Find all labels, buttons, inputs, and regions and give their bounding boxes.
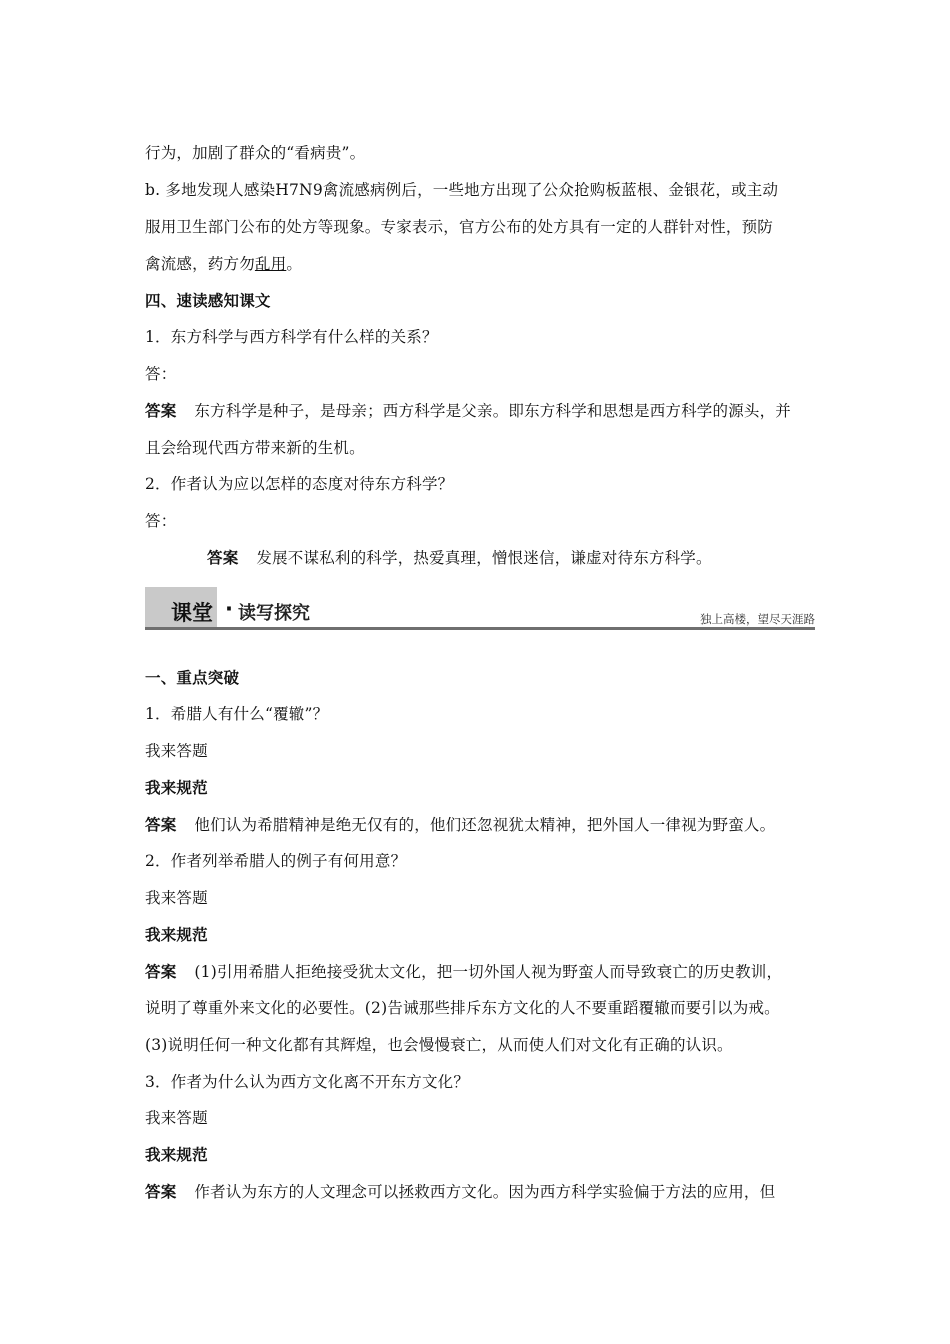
norm-label: 我来规范 [145, 779, 208, 797]
answer-text: 他们认为希腊精神是绝无仅有的，他们还忽视犹太精神，把外国人一律视为野蛮人。 [194, 816, 776, 834]
banner-title: 课堂 [171, 601, 213, 625]
banner-dot: · [225, 597, 233, 621]
answer-label: 答案 [145, 816, 177, 834]
answer-label: 答案 [207, 549, 239, 567]
answer-line [145, 962, 782, 982]
answer-line [145, 815, 775, 835]
answer-text: 东方科学是种子，是母亲；西方科学是父亲。即东方科学和思想是西方科学的源头，并 [194, 402, 792, 420]
question: 3．作者为什么认为西方文化离不开东方文化？ [145, 1073, 470, 1091]
question: 1．希腊人有什么“覆辙”？ [145, 705, 329, 723]
answer-line: 说明了尊重外来文化的必要性。(2)告诫那些排斥东方文化的人不要重蹈覆辙而要引以为戒。 [145, 999, 780, 1017]
answer-label: 答案 [145, 402, 177, 420]
answer-line [207, 548, 712, 568]
section-heading: 一、重点突破 [145, 669, 240, 687]
paragraph-line: 服用卫生部门公布的处方等现象。专家表示，官方公布的处方具有一定的人群针对性，预防 [145, 218, 774, 236]
section-banner [145, 587, 815, 631]
answer-text: 作者认为东方的人文理念可以拯救西方文化。因为西方科学实验偏于方法的应用，但 [194, 1183, 776, 1201]
paragraph-line: 行为，加剧了群众的“看病贵”。 [145, 144, 366, 162]
paragraph-line [145, 254, 302, 274]
answer-label: 答案 [145, 1183, 177, 1201]
norm-label: 我来规范 [145, 1146, 208, 1164]
answer-text: 发展不谋私利的科学，热爱真理，憎恨迷信，谦虚对待东方科学。 [256, 549, 712, 567]
text-span: 。 [286, 255, 303, 273]
answer-prompt: 我来答题 [145, 889, 208, 907]
answer-text: (1)引用希腊人拒绝接受犹太文化，把一切外国人视为野蛮人而导致衰亡的历史教训， [194, 963, 783, 981]
answer-line [145, 1182, 775, 1202]
paragraph-line: b. 多地发现人感染H7N9禽流感病例后，一些地方出现了公众抢购板蓝根、金银花，或主动 [145, 181, 779, 199]
banner-slogan: 独上高楼，望尽天涯路 [700, 612, 815, 626]
banner-subtitle: 读写探究 [238, 603, 310, 624]
answer-line: 且会给现代西方带来新的生机。 [145, 439, 365, 457]
norm-label: 我来规范 [145, 926, 208, 944]
answer-line [145, 401, 791, 421]
underlined-text: 乱用 [254, 255, 287, 273]
banner-rule [145, 627, 815, 630]
answer-prompt: 我来答题 [145, 1109, 208, 1127]
section-heading: 四、速读感知课文 [145, 292, 271, 310]
answer-prompt: 我来答题 [145, 742, 208, 760]
answer-line: (3)说明任何一种文化都有其辉煌，也会慢慢衰亡，从而使人们对文化有正确的认识。 [145, 1036, 733, 1054]
question: 2．作者认为应以怎样的态度对待东方科学？ [145, 475, 454, 493]
question: 1．东方科学与西方科学有什么样的关系？ [145, 328, 438, 346]
answer-label: 答案 [145, 963, 177, 981]
answer-prompt: 答： [145, 512, 177, 530]
text-span: 禽流感，药方勿 [145, 255, 255, 273]
answer-prompt: 答： [145, 365, 177, 383]
question: 2．作者列举希腊人的例子有何用意？ [145, 852, 407, 870]
